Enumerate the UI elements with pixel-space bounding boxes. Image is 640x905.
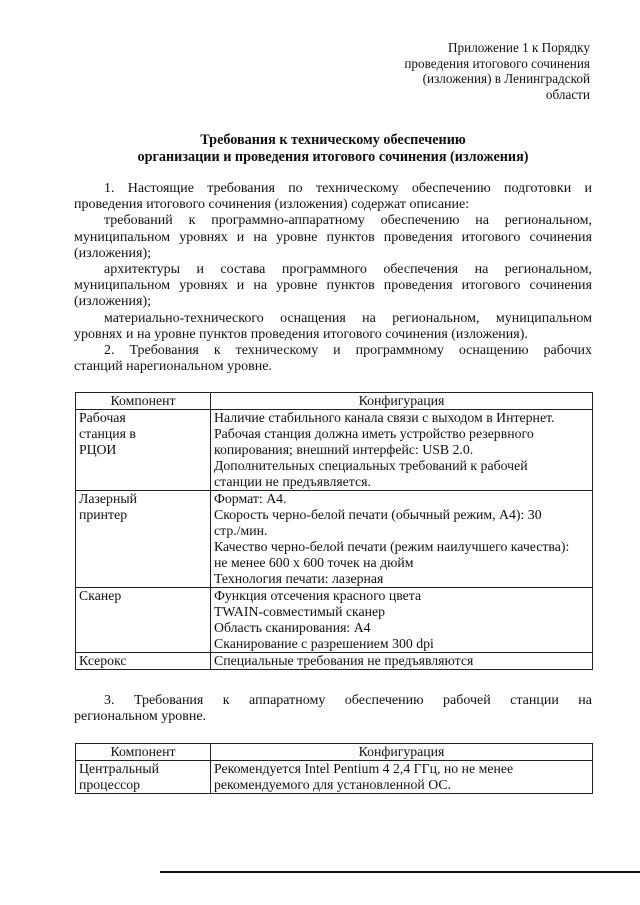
table-header-row bbox=[76, 393, 593, 410]
component-cell bbox=[76, 653, 211, 670]
table-row bbox=[76, 653, 593, 670]
config-line: Область сканирования: А4 bbox=[214, 620, 371, 635]
config-line: копирования; внешний интерфейс: USB 2.0. bbox=[214, 442, 474, 457]
item-software-line: (изложения); bbox=[74, 245, 151, 261]
title-line: организации и проведения итогового сочинения (изложения) bbox=[137, 149, 529, 165]
component-line: процессор bbox=[79, 777, 141, 792]
appendix-line: области bbox=[545, 86, 590, 102]
paragraph-1-line: проведения итогового сочинения (изложения) содержат описание: bbox=[74, 197, 470, 213]
column-header-component: Компонент bbox=[76, 744, 211, 761]
item-equipment-line: уровнях и на уровне пунктов проведения итогового сочинения (изложения). bbox=[74, 326, 528, 342]
item-software-line: требований к программно-аппаратному обеспечению на региональном, bbox=[104, 213, 592, 229]
column-header-config: Конфигурация bbox=[211, 744, 593, 761]
section-3 bbox=[74, 693, 592, 725]
config-cell bbox=[211, 761, 593, 794]
paragraph-3-line: региональном уровне. bbox=[74, 709, 207, 725]
title-line: Требования к техническому обеспечению bbox=[200, 132, 466, 148]
item-software-line: муниципальном уровнях и на уровне пунктов проведения итогового сочинения bbox=[74, 229, 592, 245]
config-cell bbox=[211, 491, 593, 588]
component-line: станция в bbox=[79, 426, 136, 441]
component-cell bbox=[76, 491, 211, 588]
item-equipment-line: материально-технического оснащения на региональном, муниципальном bbox=[104, 310, 592, 326]
item-architecture-line: архитектуры и состава программного обеспечения на региональном, bbox=[104, 261, 592, 277]
workstation-requirements-table bbox=[75, 392, 593, 670]
appendix-line: проведения итогового сочинения bbox=[404, 55, 590, 71]
config-line: Рабочая станция должна иметь устройство резервного bbox=[214, 426, 534, 441]
config-line: Качество черно-белой печати (режим наилучшего качества): bbox=[214, 539, 570, 554]
component-line: принтер bbox=[79, 507, 128, 522]
config-line: Специальные требования не предъявляются bbox=[214, 653, 474, 668]
config-line: TWAIN-совместимый сканер bbox=[214, 604, 386, 619]
table-header-row bbox=[76, 744, 593, 761]
item-architecture-line: (изложения); bbox=[74, 294, 151, 310]
config-line: Рекомендуется Intel Pentium 4 2,4 ГГц, но не менее bbox=[214, 761, 514, 776]
item-architecture-line: муниципальном уровнях и на уровне пунктов проведения итогового сочинения bbox=[74, 278, 592, 294]
table-row bbox=[76, 410, 593, 491]
config-line: рекомендуемого для установленной ОС. bbox=[214, 777, 451, 792]
config-line: Дополнительных специальных требований к рабочей bbox=[214, 458, 528, 473]
paragraph-2-line: 2. Требования к техническому и программному оснащению рабочих bbox=[104, 342, 592, 358]
component-line: Рабочая bbox=[79, 410, 126, 425]
paragraph-3-line: 3. Требования к аппаратному обеспечению рабочей станции на bbox=[104, 693, 592, 708]
column-header-component: Компонент bbox=[76, 393, 211, 410]
appendix-line: Приложение 1 к Порядку bbox=[448, 40, 590, 55]
config-cell bbox=[211, 588, 593, 653]
config-line: станции не предъявляется. bbox=[214, 474, 371, 489]
document-title bbox=[74, 132, 592, 166]
config-line: Формат: А4. bbox=[214, 491, 287, 506]
paragraph-1-line: 1. Настоящие требования по техническому обеспечению подготовки и bbox=[104, 181, 592, 196]
config-line: Сканирование с разрешением 300 dpi bbox=[214, 636, 434, 651]
intro-section bbox=[74, 181, 592, 375]
appendix-line: (изложения) в Ленинградской bbox=[422, 71, 590, 86]
component-cell bbox=[76, 761, 211, 794]
scan-bottom-rule bbox=[160, 871, 640, 873]
table-row bbox=[76, 588, 593, 653]
config-line: Технология печати: лазерная bbox=[214, 571, 384, 586]
config-line: стр./мин. bbox=[214, 523, 268, 538]
component-line: Ксерокс bbox=[79, 653, 127, 668]
config-cell bbox=[211, 410, 593, 491]
config-line: Функция отсечения красного цвета bbox=[214, 588, 422, 603]
component-cell bbox=[76, 410, 211, 491]
component-cell bbox=[76, 588, 211, 653]
appendix-note bbox=[350, 40, 590, 102]
component-line: Сканер bbox=[79, 588, 122, 603]
component-line: Центральный bbox=[79, 761, 160, 776]
paragraph-2-line: станций нарегиональном уровне. bbox=[74, 359, 272, 375]
component-line: Лазерный bbox=[79, 491, 137, 506]
config-line: не менее 600 х 600 точек на дюйм bbox=[214, 555, 414, 570]
table-row bbox=[76, 491, 593, 588]
table-row bbox=[76, 761, 593, 794]
column-header-config: Конфигурация bbox=[211, 393, 593, 410]
component-line: РЦОИ bbox=[79, 442, 117, 457]
hardware-requirements-table bbox=[75, 743, 593, 794]
config-line: Скорость черно-белой печати (обычный режим, А4): 30 bbox=[214, 507, 542, 522]
config-line: Наличие стабильного канала связи с выходом в Интернет. bbox=[214, 410, 555, 425]
config-cell bbox=[211, 653, 593, 670]
